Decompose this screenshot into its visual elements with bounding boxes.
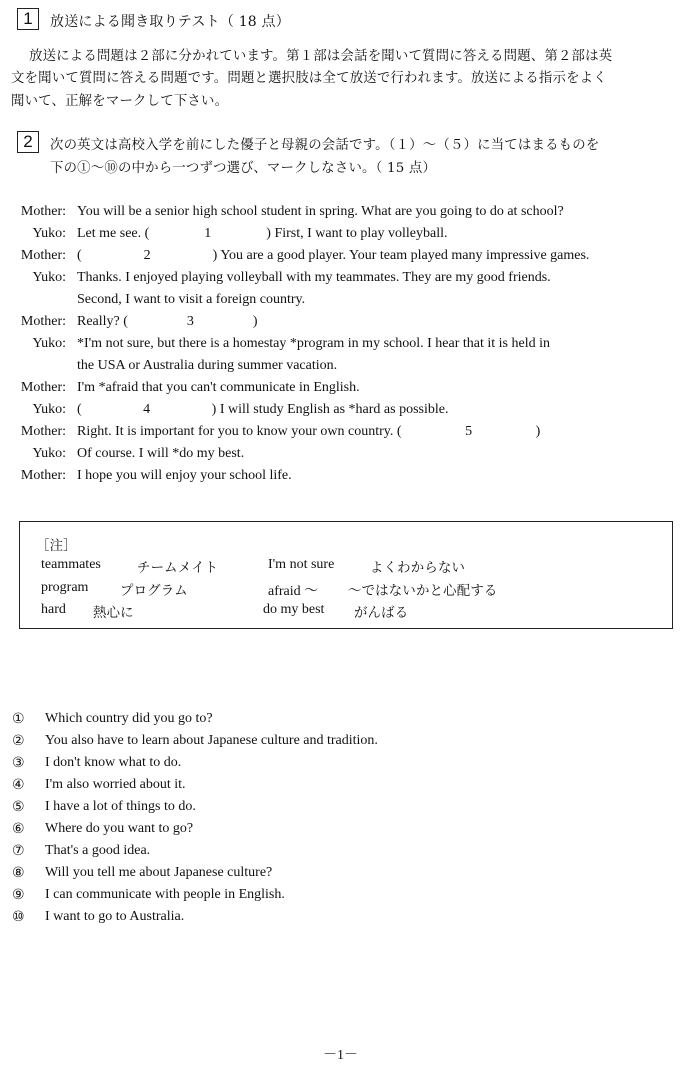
note-meaning: がんばる — [354, 606, 409, 621]
dialogue-line — [77, 248, 589, 264]
option-text: Will you tell me about Japanese culture? — [45, 865, 273, 880]
note-term: do my best — [263, 602, 325, 617]
dialogue-speaker: Mother: — [20, 380, 66, 395]
option-text: I want to go to Australia. — [45, 909, 185, 924]
option-text: You also have to learn about Japanese culture and tradition. — [45, 733, 378, 748]
note-term: I'm not sure — [268, 557, 335, 572]
dialogue-line: Thanks. I enjoyed playing volleyball with my teammates. They are my good friends. — [77, 270, 551, 285]
option-number: ① — [12, 711, 25, 727]
dialogue-text-before-blank: Right. It is important for you to know your own country. ( — [77, 424, 402, 439]
blank-5 — [402, 424, 536, 440]
dialogue-speaker: Mother: — [20, 204, 66, 219]
blank-2 — [82, 248, 213, 264]
dialogue-text-before-blank: Let me see. ( — [77, 226, 150, 241]
option-number: ④ — [12, 777, 25, 793]
note-meaning: プログラム — [120, 584, 188, 599]
option-text: I can communicate with people in English. — [45, 887, 285, 902]
section-1-text-line-2: 文を聞いて質問に答える問題です。問題と選択肢は全て放送で行われます。放送による指示をよく — [11, 71, 607, 86]
blank-1 — [149, 226, 266, 242]
option-number: ③ — [12, 755, 25, 771]
dialogue-line: Second, I want to visit a foreign country. — [77, 292, 306, 307]
note-term: hard — [41, 602, 66, 617]
question-2-number: 2 — [23, 132, 33, 151]
dialogue-speaker: Yuko: — [32, 446, 66, 461]
dialogue-text-after-blank: ) I will study English as *hard as possible. — [211, 402, 449, 417]
question-2-number-box — [17, 131, 39, 153]
dialogue-line: You will be a senior high school student in spring. What are you going to do at school? — [77, 204, 564, 219]
option-number: ② — [12, 733, 25, 749]
dialogue-speaker: Yuko: — [32, 402, 66, 417]
option-text: I'm also worried about it. — [45, 777, 186, 792]
dialogue-text-after-blank: ) — [252, 314, 258, 329]
dialogue-speaker: Mother: — [20, 314, 66, 329]
dialogue-text-before-blank: ( — [77, 402, 82, 417]
option-number: ⑥ — [12, 821, 25, 837]
dialogue-text-after-blank: ) First, I want to play volleyball. — [266, 226, 448, 241]
option-text: Where do you want to go? — [45, 821, 194, 836]
section-2-instruction-line-1: 次の英文は高校入学を前にした優子と母親の会話です。（１）～（５）に当てはまるものを — [50, 138, 600, 153]
blank-number: 5 — [465, 424, 473, 439]
note-term: afraid ～ — [268, 584, 319, 599]
page-number: －1－ — [323, 1048, 358, 1063]
dialogue-speaker: Mother: — [20, 468, 66, 483]
dialogue-text-before-blank: ( — [77, 248, 82, 263]
dialogue-speaker: Yuko: — [32, 270, 66, 285]
dialogue-line: I'm *afraid that you can't communicate in English. — [77, 380, 360, 395]
blank-number: 4 — [143, 402, 151, 417]
dialogue-line — [77, 226, 448, 242]
dialogue-text-before-blank: Really? ( — [77, 314, 128, 329]
question-1-number: 1 — [23, 9, 33, 28]
option-text: That's a good idea. — [45, 843, 151, 858]
section-1-text-line-3: 聞いて、正解をマークして下さい。 — [11, 94, 229, 109]
note-term: program — [41, 580, 89, 595]
section-1-text-line-1: 放送による問題は２部に分かれています。第１部は会話を聞いて質問に答える問題、第２部は英 — [29, 49, 613, 64]
dialogue-line: *I'm not sure, but there is a homestay *program in my school. I hear that it is held in — [77, 336, 550, 351]
dialogue-speaker: Yuko: — [32, 226, 66, 241]
blank-3 — [128, 314, 253, 330]
dialogue-line — [77, 424, 540, 440]
note-meaning: ～ではないかと心配する — [348, 584, 498, 599]
section-2-instruction-line-2: 下の①～⑩の中から一つずつ選び、マークしなさい。（ 15 点） — [50, 161, 437, 176]
dialogue-line — [77, 402, 448, 418]
option-text: Which country did you go to? — [45, 711, 213, 726]
option-text: I have a lot of things to do. — [45, 799, 196, 814]
notes-box — [19, 521, 673, 629]
note-term: teammates — [41, 557, 101, 572]
dialogue-text-after-blank: ) — [535, 424, 541, 439]
section-1-title: 放送による聞き取りテスト（ 18 点） — [50, 14, 290, 30]
option-number: ⑨ — [12, 887, 25, 903]
dialogue-line: I hope you will enjoy your school life. — [77, 468, 292, 483]
notes-heading: ［注］ — [36, 539, 77, 554]
note-meaning: 熱心に — [93, 606, 134, 621]
dialogue-speaker: Mother: — [20, 424, 66, 439]
dialogue-speaker: Yuko: — [32, 336, 66, 351]
option-number: ⑤ — [12, 799, 25, 815]
dialogue-speaker: Mother: — [20, 248, 66, 263]
note-meaning: よくわからない — [370, 561, 466, 576]
blank-4 — [82, 402, 212, 418]
blank-number: 2 — [143, 248, 151, 263]
option-number: ⑦ — [12, 843, 25, 859]
dialogue-line: the USA or Australia during summer vacation. — [77, 358, 338, 373]
option-text: I don't know what to do. — [45, 755, 182, 770]
question-1-number-box — [17, 8, 39, 30]
dialogue-text-after-blank: ) You are a good player. Your team played many impressive games. — [212, 248, 590, 263]
blank-number: 1 — [204, 226, 212, 241]
option-number: ⑧ — [12, 865, 25, 881]
blank-number: 3 — [186, 314, 194, 329]
note-meaning: チームメイト — [137, 561, 219, 576]
option-number: ⑩ — [12, 909, 25, 925]
dialogue-line: Of course. I will *do my best. — [77, 446, 245, 461]
dialogue-line — [77, 314, 258, 330]
